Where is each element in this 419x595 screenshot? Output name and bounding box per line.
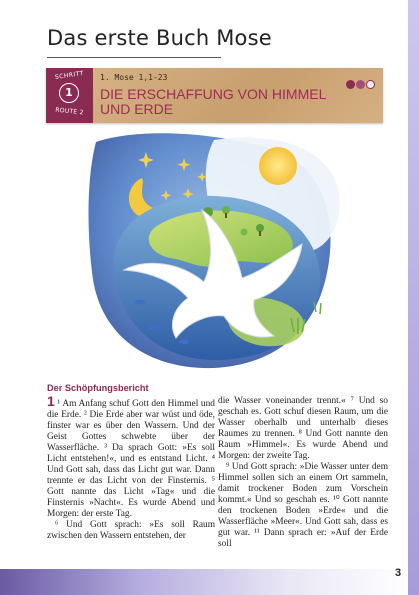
chapter-title: DIE ERSCHAFFUNG VON HIMMEL UND ERDE: [100, 86, 326, 117]
chapter-reference: 1. Mose 1,1-23: [100, 73, 168, 82]
badge-step-number: 1: [59, 83, 79, 103]
book-title: Das erste Buch Mose: [47, 26, 272, 50]
bottom-decor-band: [0, 569, 408, 595]
difficulty-dot-icon: [346, 80, 355, 89]
chapter-banner: [46, 68, 383, 123]
page-edge-strip: [408, 0, 419, 595]
page-number: 3: [395, 567, 402, 579]
chapter-number: 1: [47, 393, 55, 409]
text-column-left: [47, 393, 215, 542]
difficulty-dot-empty-icon: [366, 80, 375, 89]
section-heading: Der Schöpfungsbericht: [47, 383, 149, 393]
step-badge: [46, 68, 93, 123]
title-underline: [47, 57, 221, 58]
paragraph: ⁹ Und Gott sprach: »Die Wasser unter dem Himmel sollen sich an einem Ort sammeln, damit trockener Boden zum Vorschein kommt.« Und so geschah es. ¹⁰ Gott nannte den trockenen Boden »Erde« und die Wasserfläche »Meer«. Und Gott sah, dass es gut war. ¹¹ Dann sprach er: »Auf der Erde soll: [218, 462, 388, 549]
creation-watercolor-illustration: [84, 132, 344, 372]
badge-route-label: ROUTE 2: [54, 106, 85, 117]
paragraph: [47, 393, 215, 520]
badge-step-label: SCHRITT: [54, 70, 85, 81]
paragraph: ⁶ Und Gott sprach: »Es soll Raum zwischen den Wassern entstehen, der: [47, 520, 215, 541]
difficulty-dot-icon: [356, 80, 365, 89]
difficulty-dots: [345, 74, 375, 84]
verse-text: ¹ Am Anfang schuf Gott den Himmel und die Erde. ² Die Erde aber war wüst und öde, finster war es über den Wassern. Und der Geist Gottes schwebte über der Wasserfläche. ³ Da sprach Gott: »Es soll Licht entstehen!«, und es entstand Licht. ⁴ Und Gott sah, dass das Licht gut war. Dann trennte er das Licht von der Finsternis. ⁵ Gott nannte das Licht »Tag« und die Finsternis »Nacht«. Es wurde Abend und Morgen: der erste Tag.: [47, 399, 215, 519]
paragraph: die Wasser voneinander trennt.« ⁷ Und so geschah es. Gott schuf diesen Raum, um die Wasser oberhalb und unterhalb dieses Raumes zu trennen. ⁸ Und Gott nannte den Raum »Himmel«. Es wurde Abend und Morgen: der zweite Tag.: [218, 396, 388, 461]
text-column-right: [218, 396, 388, 550]
sun-icon: [259, 147, 297, 185]
